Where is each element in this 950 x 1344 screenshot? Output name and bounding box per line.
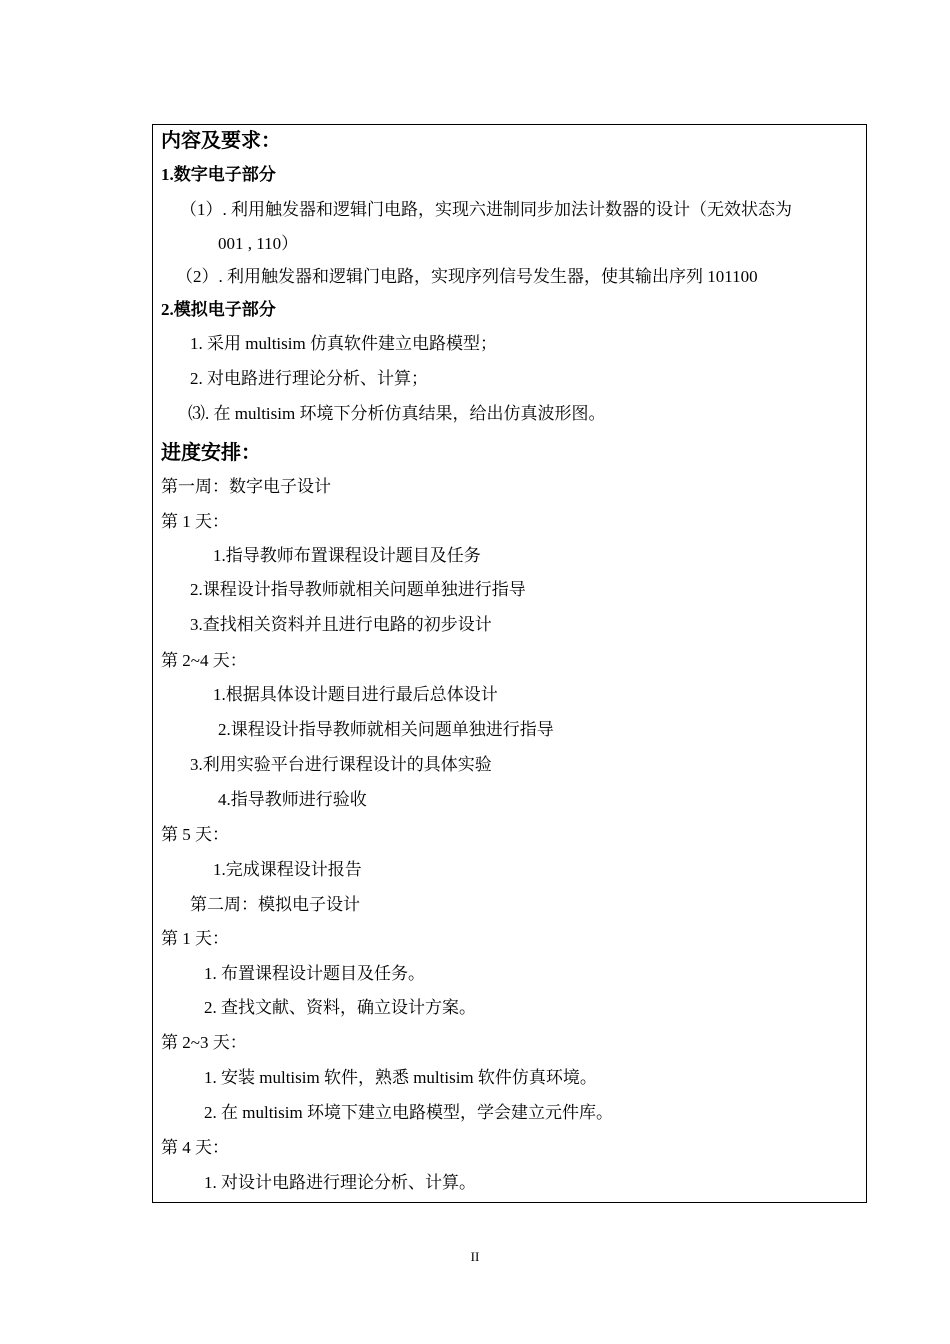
week2-day1-item: 2. 查找文献、资料，确立设计方案。 (204, 998, 476, 1017)
week2-day4-item: 1. 对设计电路进行理论分析、计算。 (204, 1173, 476, 1192)
week2-day1-label: 第 1 天： (161, 929, 229, 948)
week1-day5-item: 1.完成课程设计报告 (213, 860, 362, 879)
week1-title: 第一周：数字电子设计 (161, 477, 331, 496)
analog-item-1: 1. 采用 multisim 仿真软件建立电路模型； (190, 334, 497, 353)
week1-day2-4-item: 1.根据具体设计题目进行最后总体设计 (213, 685, 498, 704)
week1-day1-item: 3.查找相关资料并且进行电路的初步设计 (190, 615, 492, 634)
analog-section-heading: 2.模拟电子部分 (161, 300, 276, 319)
digital-item-1-line-1: （1）. 利用触发器和逻辑门电路，实现六进制同步加法计数器的设计（无效状态为 (180, 200, 792, 219)
week1-day1-item: 2.课程设计指导教师就相关问题单独进行指导 (190, 580, 526, 599)
content-requirements-heading: 内容及要求： (161, 128, 281, 152)
week2-title: 第二周：模拟电子设计 (190, 895, 360, 914)
week2-day2-3-label: 第 2~3 天： (161, 1033, 247, 1052)
analog-item-2: 2. 对电路进行理论分析、计算； (190, 369, 428, 388)
week1-day1-label: 第 1 天： (161, 512, 229, 531)
schedule-heading: 进度安排： (161, 440, 261, 464)
page-number: II (470, 1249, 480, 1264)
digital-section-heading: 1.数字电子部分 (161, 165, 276, 184)
week2-day4-label: 第 4 天： (161, 1138, 229, 1157)
week1-day2-4-item: 4.指导教师进行验收 (218, 790, 367, 809)
week2-day2-3-item: 2. 在 multisim 环境下建立电路模型，学会建立元件库。 (204, 1103, 613, 1122)
analog-item-3: ⑶. 在 multisim 环境下分析仿真结果，给出仿真波形图。 (188, 404, 606, 423)
week1-day1-item: 1.指导教师布置课程设计题目及任务 (213, 546, 481, 565)
week1-day2-4-item: 3.利用实验平台进行课程设计的具体实验 (190, 755, 492, 774)
week2-day2-3-item: 1. 安装 multisim 软件，熟悉 multisim 软件仿真环境。 (204, 1068, 597, 1087)
digital-item-1-line-2: 001 , 110） (218, 234, 299, 253)
week1-day2-4-item: 2.课程设计指导教师就相关问题单独进行指导 (218, 720, 554, 739)
week1-day2-4-label: 第 2~4 天： (161, 651, 247, 670)
week1-day5-label: 第 5 天： (161, 825, 229, 844)
digital-item-2: （2）. 利用触发器和逻辑门电路，实现序列信号发生器，使其输出序列 101100 (176, 267, 758, 286)
week2-day1-item: 1. 布置课程设计题目及任务。 (204, 964, 425, 983)
